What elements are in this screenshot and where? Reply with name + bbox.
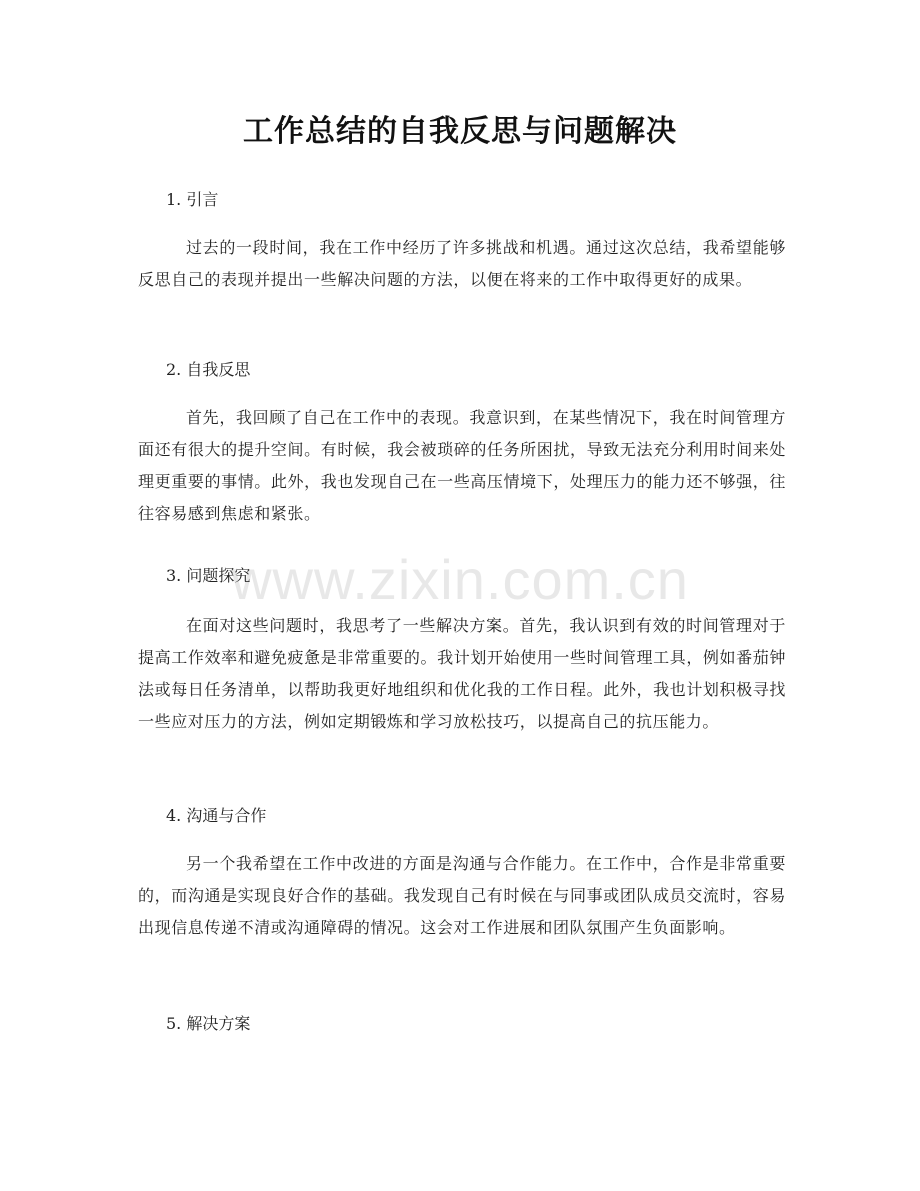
section-heading-problem-exploration: 3. 问题探究 (166, 566, 251, 585)
section-heading-self-reflection: 2. 自我反思 (166, 360, 251, 379)
section-paragraph-intro: 过去的一段时间，我在工作中经历了许多挑战和机遇。通过这次总结，我希望能够反思自己的表现并提出一些解决问题的方法，以便在将来的工作中取得更好的成果。 (138, 238, 786, 289)
section-paragraph-problem-exploration: 在面对这些问题时，我思考了一些解决方案。首先，我认识到有效的时间管理对于提高工作效率和避免疲惫是非常重要的。我计划开始使用一些时间管理工具，例如番茄钟法或每日任务清单，以帮助我更好地组织和优化我的工作日程。此外，我也计划积极寻找一些应对压力的方法，例如定期锻炼和学习放松技巧，以提高自己的抗压能力。 (138, 616, 786, 731)
watermark-text: www.zixin.com.cn (231, 548, 689, 611)
section-paragraph-self-reflection: 首先，我回顾了自己在工作中的表现。我意识到，在某些情况下，我在时间管理方面还有很大的提升空间。有时候，我会被琐碎的任务所困扰，导致无法充分利用时间来处理更重要的事情。此外，我也发现自己在一些高压情境下，处理压力的能力还不够强，往往容易感到焦虑和紧张。 (138, 408, 786, 523)
section-heading-intro: 1. 引言 (166, 190, 219, 209)
section-heading-solutions: 5. 解决方案 (166, 1014, 251, 1033)
section-heading-communication: 4. 沟通与合作 (166, 806, 267, 825)
document-title: 工作总结的自我反思与问题解决 (243, 114, 677, 149)
section-paragraph-communication: 另一个我希望在工作中改进的方面是沟通与合作能力。在工作中，合作是非常重要的，而沟通是实现良好合作的基础。我发现自己有时候在与同事或团队成员交流时，容易出现信息传递不清或沟通障碍的情况。这会对工作进展和团队氛围产生负面影响。 (138, 854, 786, 937)
